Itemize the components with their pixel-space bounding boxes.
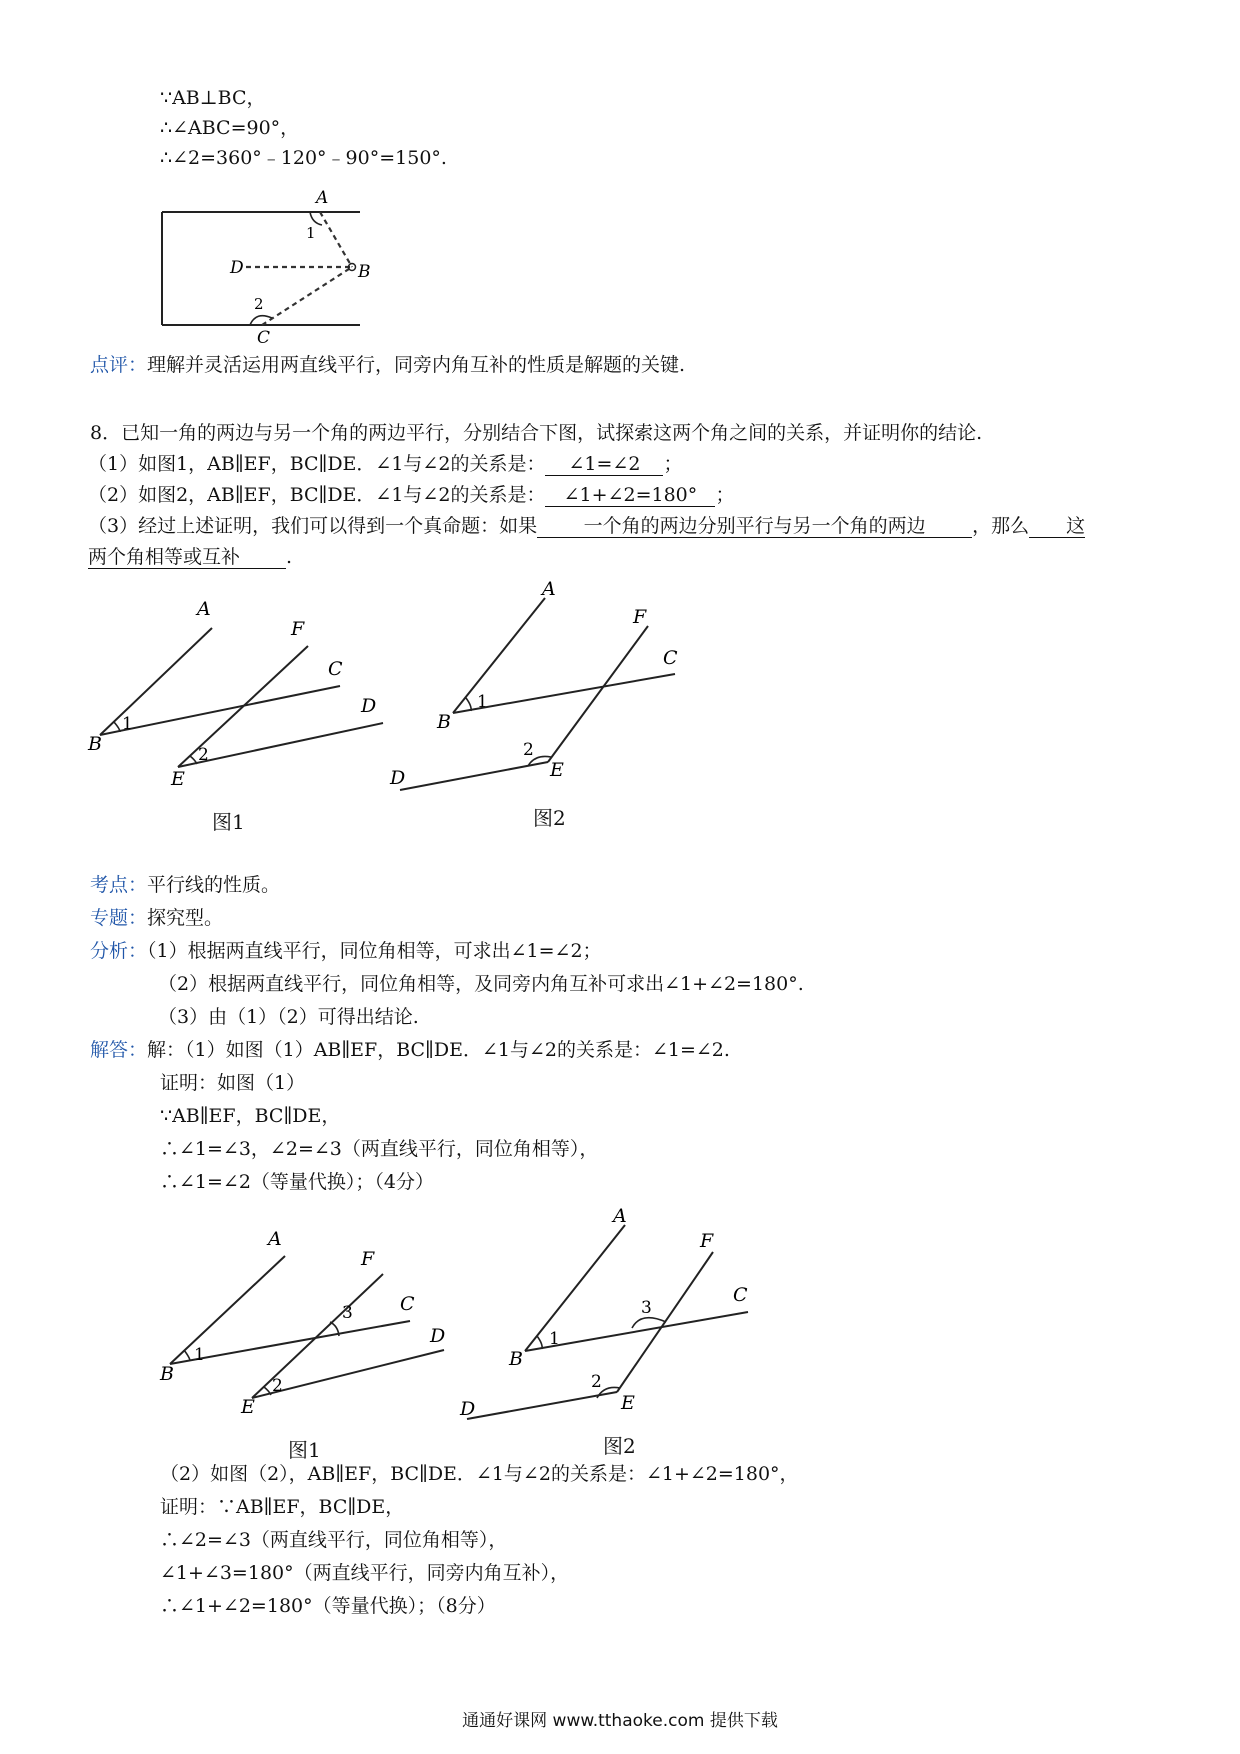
angle-2-label: 2 bbox=[272, 1376, 283, 1396]
label-C: C bbox=[400, 1293, 415, 1315]
proof-line: ∴∠2=360°﹣120°﹣90°=150°. bbox=[160, 147, 447, 169]
q8-part2 bbox=[88, 483, 734, 507]
label-D: D bbox=[460, 1398, 476, 1420]
zhuanti-line bbox=[90, 906, 223, 930]
label-F: F bbox=[633, 606, 647, 628]
label-B: B bbox=[437, 711, 451, 733]
label-D: D bbox=[390, 767, 406, 789]
label-A: A bbox=[268, 1228, 282, 1250]
q8-part3-text: （3）经过上述证明，我们可以得到一个真命题：如果 bbox=[88, 515, 538, 537]
kaodian-label: 考点： bbox=[90, 874, 148, 896]
fenxi-line bbox=[90, 939, 602, 963]
label-F: F bbox=[291, 618, 305, 640]
label-B: B bbox=[509, 1348, 523, 1370]
figure-2-question bbox=[385, 580, 695, 805]
figure-2-caption: 图2 bbox=[533, 806, 566, 830]
q8-part1-text: （1）如图1，AB∥EF，BC∥DE．∠1与∠2的关系是： bbox=[88, 453, 546, 475]
q8-part3-end: . bbox=[286, 546, 293, 568]
label-C: C bbox=[257, 328, 271, 345]
figure-2-solution bbox=[455, 1205, 765, 1430]
solution-text-8: ∴∠2=∠3（两直线平行，同位角相等）， bbox=[160, 1529, 508, 1551]
angle-2-label: 2 bbox=[198, 745, 209, 765]
fenxi-text-1: （1）根据两直线平行，同位角相等，可求出∠1=∠2； bbox=[147, 940, 602, 962]
angle-1-label: 1 bbox=[549, 1329, 560, 1349]
q8-part2-text: （2）如图2，AB∥EF，BC∥DE．∠1与∠2的关系是： bbox=[88, 484, 546, 506]
solution-label: 解答： bbox=[90, 1039, 148, 1061]
q8-part3 bbox=[88, 514, 1085, 538]
q8-part2-end: ； bbox=[715, 484, 735, 506]
comment-line bbox=[90, 353, 685, 377]
label-E: E bbox=[171, 768, 185, 790]
label-E: E bbox=[621, 1392, 635, 1414]
solution-line bbox=[90, 1038, 730, 1062]
proof-line: ∵AB⊥BC， bbox=[160, 87, 266, 109]
label-B: B bbox=[358, 262, 371, 282]
q8-part3-answer2b: 两个角相等或互补 bbox=[88, 546, 286, 569]
figure-1-caption: 图1 bbox=[212, 810, 245, 834]
label-E: E bbox=[550, 759, 564, 781]
label-B: B bbox=[88, 733, 102, 755]
label-A: A bbox=[613, 1205, 627, 1227]
figure-rect-angle bbox=[150, 185, 380, 345]
figure-1-solution-caption: 图1 bbox=[288, 1438, 321, 1462]
label-D: D bbox=[361, 695, 377, 717]
figure-2-solution-caption: 图2 bbox=[603, 1434, 636, 1458]
kaodian-text: 平行线的性质。 bbox=[147, 874, 281, 896]
angle-1-label: 1 bbox=[306, 224, 316, 242]
comment-label: 点评： bbox=[90, 354, 148, 376]
angle-2-label: 2 bbox=[523, 740, 534, 760]
solution-text-2: 证明：如图（1） bbox=[160, 1072, 306, 1094]
zhuanti-text: 探究型。 bbox=[147, 907, 224, 929]
label-F: F bbox=[361, 1248, 375, 1270]
solution-text-3: ∵AB∥EF，BC∥DE， bbox=[160, 1105, 341, 1127]
fenxi-text-2: （2）根据两直线平行，同位角相等，及同旁内角互补可求出∠1+∠2=180°. bbox=[158, 973, 804, 995]
q8-part1-answer: ∠1=∠2 bbox=[545, 453, 663, 476]
solution-text-1: 解：（1）如图（1）AB∥EF，BC∥DE．∠1与∠2的关系是：∠1=∠2. bbox=[147, 1039, 730, 1061]
figure-1-solution bbox=[150, 1218, 470, 1428]
q8-part3-mid: ，那么 bbox=[972, 515, 1030, 537]
figure-1-question bbox=[80, 590, 400, 790]
label-C: C bbox=[663, 647, 678, 669]
q8-part1 bbox=[88, 452, 682, 476]
q8-part3-answer2a: 这 bbox=[1029, 515, 1085, 538]
label-F: F bbox=[700, 1230, 714, 1252]
angle-2-label: 2 bbox=[254, 295, 264, 313]
label-A: A bbox=[197, 598, 211, 620]
label-A: A bbox=[316, 188, 329, 208]
label-B: B bbox=[160, 1363, 174, 1385]
solution-text-7: 证明：∵AB∥EF，BC∥DE， bbox=[160, 1496, 405, 1518]
angle-1-label: 1 bbox=[122, 714, 133, 734]
label-D: D bbox=[430, 1325, 446, 1347]
q8-part2-answer: ∠1+∠2=180° bbox=[545, 484, 715, 507]
solution-text-10: ∴∠1+∠2=180°（等量代换）；（8分） bbox=[160, 1595, 496, 1617]
fenxi-text-3: （3）由（1）（2）可得出结论. bbox=[158, 1006, 419, 1028]
proof-line: ∴∠ABC=90°， bbox=[160, 117, 300, 139]
kaodian-line bbox=[90, 873, 280, 897]
q8-part1-end: ； bbox=[663, 453, 683, 475]
label-E: E bbox=[241, 1396, 255, 1418]
q8-stem: 8．已知一角的两边与另一个角的两边平行，分别结合下图，试探索这两个角之间的关系，并证明你的结论. bbox=[90, 422, 983, 444]
label-C: C bbox=[733, 1284, 748, 1306]
angle-1-label: 1 bbox=[477, 692, 488, 712]
solution-text-4: ∴∠1=∠3，∠2=∠3（两直线平行，同位角相等）， bbox=[160, 1138, 599, 1160]
page-footer: 通通好课网 www.tthaoke.com 提供下载 bbox=[462, 1711, 778, 1731]
solution-text-9: ∠1+∠3=180°（两直线平行，同旁内角互补）， bbox=[160, 1562, 570, 1584]
angle-3-label: 3 bbox=[342, 1303, 353, 1323]
label-D: D bbox=[230, 258, 244, 278]
label-C: C bbox=[328, 658, 343, 680]
solution-text-6: （2）如图（2），AB∥EF，BC∥DE．∠1与∠2的关系是：∠1+∠2=180°， bbox=[160, 1463, 799, 1485]
angle-3-label: 3 bbox=[641, 1298, 652, 1318]
angle-2-label: 2 bbox=[591, 1372, 602, 1392]
zhuanti-label: 专题： bbox=[90, 907, 148, 929]
q8-part3-answer1: 一个角的两边分别平行与另一个角的两边 bbox=[537, 515, 972, 538]
fenxi-label: 分析： bbox=[90, 940, 148, 962]
label-A: A bbox=[542, 580, 556, 600]
comment-text: 理解并灵活运用两直线平行，同旁内角互补的性质是解题的关键. bbox=[147, 354, 686, 376]
solution-text-5: ∴∠1=∠2（等量代换）；（4分） bbox=[160, 1171, 435, 1193]
q8-part3-cont bbox=[88, 545, 292, 569]
angle-1-label: 1 bbox=[194, 1345, 205, 1365]
